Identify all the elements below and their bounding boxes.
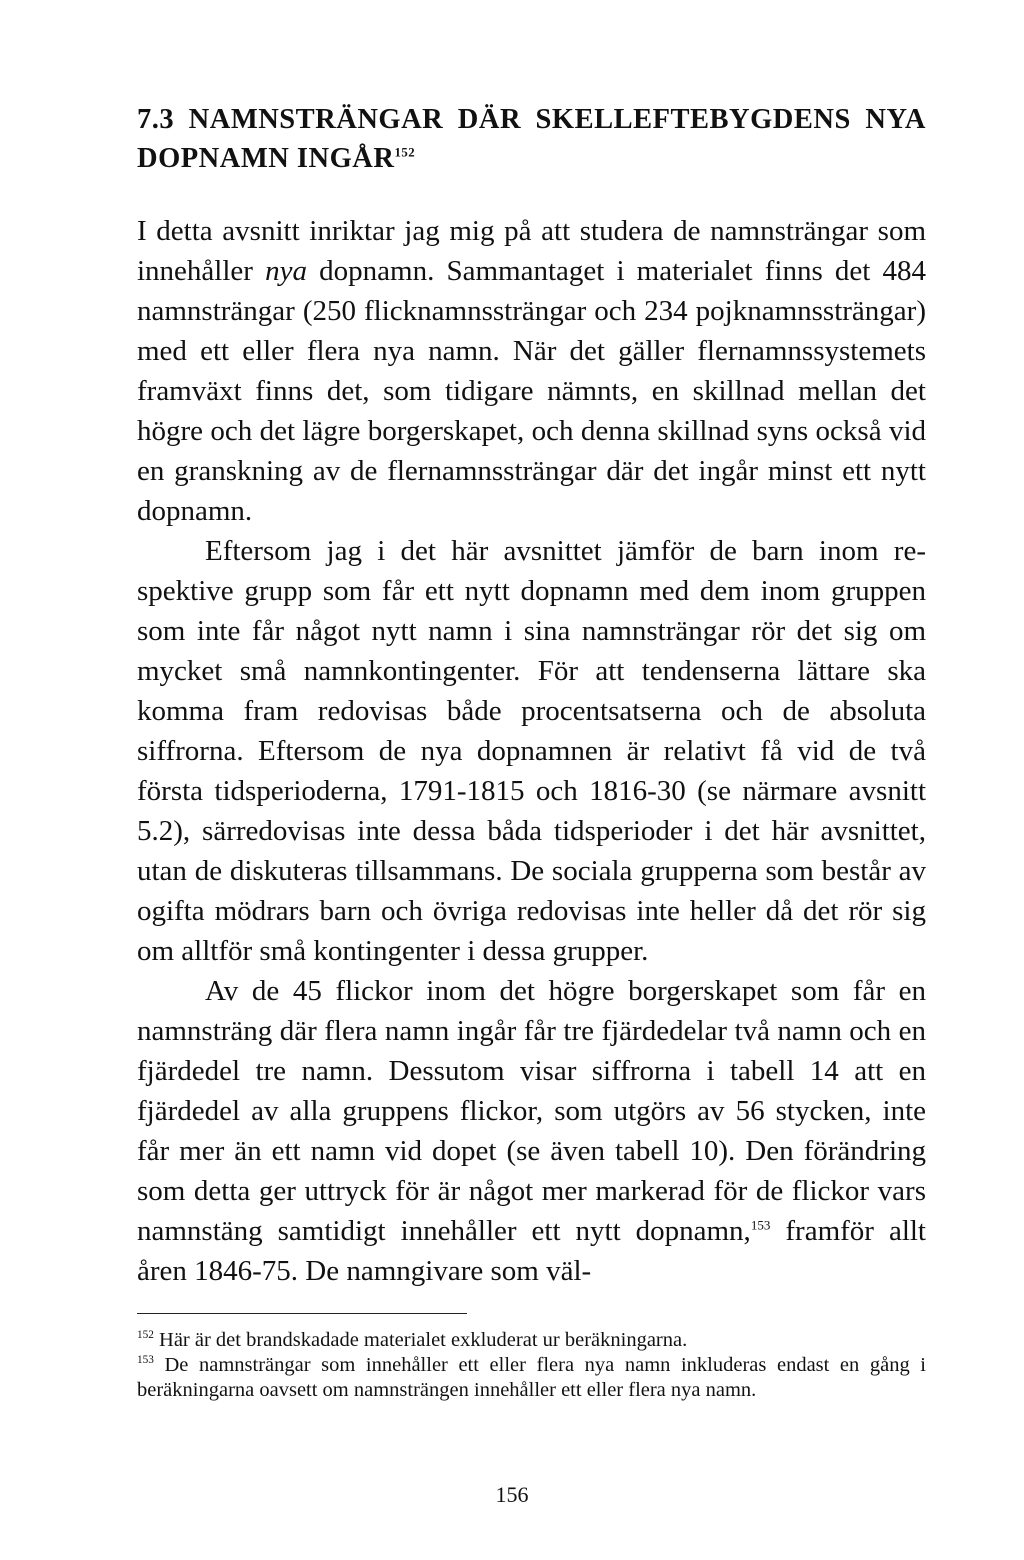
footnote-ref-153[interactable]: 153 (750, 1217, 771, 1233)
document-page (137, 100, 926, 1403)
paragraph-2: Eftersom jag i det här avsnittet jämför de barn inom respektive grupp som får ett nytt dopnamn med dem inom gruppen som inte får något nytt namn i sina namnsträngar rör det sig om mycket små namnkontingenter. För att tendenserna lättare ska komma fram redovisas både procentsatserna och de absoluta siffrorna. Eftersom de nya dopnamnen är relativt få vid de två första tidsperioderna, 1791-1815 och 1816-30 (se närmare avsnitt 5.2), särredovisas inte dessa båda tidsperioder i det här avsnittet, utan de diskuteras tillsammans. De sociala grupperna som består av ogifta mödrars barn och övriga redovisas inte heller då det rör sig om alltför små kontingenter i dessa grupper. (137, 535, 926, 967)
paragraph-1-italic: nya (265, 255, 307, 287)
footnote-number: 152 (137, 1329, 154, 1342)
footnote-separator (137, 1313, 467, 1314)
section-heading-line-2 (137, 139, 926, 178)
footnote-153 (137, 1353, 926, 1403)
paragraph-1 (137, 211, 926, 531)
section-heading-line-2-text: DOPNAMN INGÅR (137, 143, 395, 174)
section-heading-line-1: 7.3 NAMNSTRÄNGAR DÄR SKELLEFTEBYGDENS NYA (137, 104, 926, 135)
paragraph-3-text-b: framför allt åren 1846-75. De namngivare som väl- (137, 1215, 926, 1287)
footnote-number: 153 (137, 1354, 154, 1367)
paragraph-1-text-b: dopnamn. Sammantaget i materialet finns det 484 namnsträngar (250 flicknamnssträngar och 234 pojknamnssträngar) med ett eller flera nya namn. När det gäller flernamnssystemets framväxt finns det, som tidigare nämnts, en skillnad mellan det högre och det lägre borgerskapet, och denna skillnad syns också vid en granskning av de flernamnssträngar där det ingår minst ett nytt dopnamn. (137, 255, 927, 527)
footnotes (137, 1328, 926, 1403)
footnote-text: Här är det brandskadade materialet exkluderat ur beräkningarna. (153, 1329, 688, 1351)
footnote-152 (137, 1328, 926, 1353)
paragraph-3 (137, 971, 926, 1291)
footnote-ref-152[interactable]: 152 (394, 145, 416, 160)
body-text (137, 211, 926, 1291)
paragraph-3-text-a: Av de 45 flickor inom det högre borgerskapet som får en namnsträng där flera namn ingår får tre fjärdedelar två namn och en fjärdedel tre namn. Dessutom visar siffrorna i tabell 14 att en fjärdedel av alla gruppens flickor, som utgörs av 56 stycken, inte får mer än ett namn vid dopet (se även tabell 10). Den förändring som detta ger uttryck för är något mer markerad för de flickor vars namnstäng samtidigt innehåller ett nytt dopnamn, (137, 975, 926, 1247)
section-heading (137, 100, 926, 178)
paragraph-1-text-a: I detta avsnitt inriktar jag mig på att studera de namnsträngar som innehåller (137, 215, 926, 287)
footnote-text: De namnsträngar som innehåller ett eller flera nya namn inkluderas endast en gång i beräkningarna oavsett om namnsträngen innehåller ett eller flera nya namn. (137, 1354, 926, 1401)
page-number: 156 (495, 1482, 529, 1507)
